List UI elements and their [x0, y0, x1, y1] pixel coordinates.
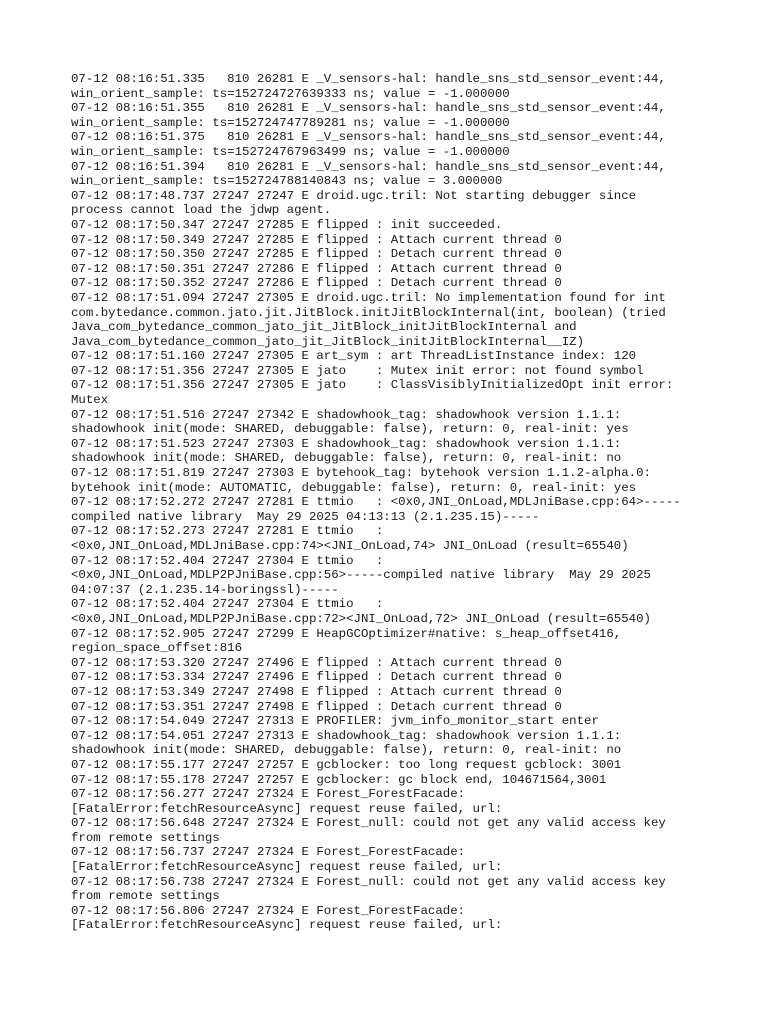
log-line: Java_com_bytedance_common_jato_jit_JitBlock_initJitBlockInternal__IZ) [71, 334, 585, 349]
log-line: 07-12 08:17:50.350 27247 27285 E flipped : Detach current thread 0 [71, 247, 562, 262]
log-line: 07-12 08:17:51.356 27247 27305 E jato : ClassVisiblyInitializedOpt init error: [71, 378, 674, 393]
log-line: 07-12 08:17:52.273 27247 27281 E ttmio : [71, 524, 384, 539]
log-line: 07-12 08:17:53.351 27247 27498 E flipped : Detach current thread 0 [71, 699, 562, 714]
log-line: <0x0,JNI_OnLoad,MDLJniBase.cpp:74><JNI_OnLoad,74> JNI_OnLoad (result=65540) [71, 539, 629, 553]
log-line: 07-12 08:17:51.516 27247 27342 E shadowhook_tag: shadowhook version 1.1.1: [71, 407, 622, 422]
log-line: [FatalError:fetchResourceAsync] request reuse failed, url: [71, 860, 503, 875]
log-line: 07-12 08:17:52.905 27247 27299 E HeapGCOptimizer#native: s_heap_offset416, [71, 626, 622, 641]
log-line: shadowhook init(mode: SHARED, debuggable: false), return: 0, real-init: yes [71, 422, 629, 437]
log-line: [FatalError:fetchResourceAsync] request reuse failed, url: [71, 801, 503, 816]
log-line: win_orient_sample: ts=152724727639333 ns; value = -1.000000 [71, 86, 510, 101]
log-line: from remote settings [71, 830, 220, 845]
log-line: 07-12 08:16:51.394 810 26281 E _V_sensors-hal: handle_sns_std_sensor_event:44, [71, 159, 666, 174]
log-line: Java_com_bytedance_common_jato_jit_JitBlock_initJitBlockInternal and [71, 320, 577, 335]
log-line: 07-12 08:17:51.094 27247 27305 E droid.ugc.tril: No implementation found for int [71, 290, 666, 305]
log-line: 07-12 08:17:51.819 27247 27303 E bytehook_tag: bytehook version 1.1.2-alpha.0: [71, 466, 651, 481]
log-line: 07-12 08:17:52.404 27247 27304 E ttmio : [71, 597, 384, 612]
log-line: 07-12 08:17:52.272 27247 27281 E ttmio : <0x0,JNI_OnLoad,MDLJniBase.cpp:64>----- [71, 495, 681, 510]
log-line: 07-12 08:17:54.049 27247 27313 E PROFILER: jvm_info_monitor_start enter [71, 714, 599, 729]
log-line: <0x0,JNI_OnLoad,MDLP2PJniBase.cpp:56>-----compiled native library May 29 2025 [71, 568, 651, 583]
log-line: 07-12 08:16:51.375 810 26281 E _V_sensors-hal: handle_sns_std_sensor_event:44, [71, 130, 666, 145]
log-line: 07-12 08:17:56.648 27247 27324 E Forest_null: could not get any valid access key [71, 816, 666, 831]
log-line: win_orient_sample: ts=152724767963499 ns; value = -1.000000 [71, 144, 510, 159]
log-line: 07-12 08:17:56.737 27247 27324 E Forest_ForestFacade: [71, 845, 466, 860]
log-line: region_space_offset:816 [71, 641, 243, 656]
log-line: compiled native library May 29 2025 04:13:13 (2.1.235.15)----- [71, 509, 540, 524]
log-line: 07-12 08:17:50.349 27247 27285 E flipped : Attach current thread 0 [71, 232, 562, 247]
log-line: 07-12 08:16:51.355 810 26281 E _V_sensors-hal: handle_sns_std_sensor_event:44, [71, 101, 666, 116]
log-line: Mutex [71, 393, 109, 408]
log-line: 07-12 08:17:54.051 27247 27313 E shadowhook_tag: shadowhook version 1.1.1: [71, 728, 622, 743]
log-line: 07-12 08:17:51.356 27247 27305 E jato : Mutex init error: not found symbol [71, 363, 644, 378]
log-line: 07-12 08:17:50.352 27247 27286 E flipped : Detach current thread 0 [71, 276, 562, 291]
log-line: 07-12 08:17:52.404 27247 27304 E ttmio : [71, 553, 384, 568]
log-line: 07-12 08:17:50.347 27247 27285 E flipped : init succeeded. [71, 217, 503, 232]
log-line: bytehook init(mode: AUTOMATIC, debuggable: false), return: 0, real-init: yes [71, 480, 637, 495]
log-line: process cannot load the jdwp agent. [71, 203, 332, 218]
log-line: 07-12 08:17:50.351 27247 27286 E flipped : Attach current thread 0 [71, 261, 562, 276]
log-line: 07-12 08:17:53.320 27247 27496 E flipped : Attach current thread 0 [71, 655, 562, 670]
log-line: <0x0,JNI_OnLoad,MDLP2PJniBase.cpp:72><JNI_OnLoad,72> JNI_OnLoad (result=65540) [71, 611, 651, 626]
log-line: from remote settings [71, 889, 220, 904]
log-line: 07-12 08:17:53.349 27247 27498 E flipped : Attach current thread 0 [71, 684, 562, 699]
log-line: 07-12 08:17:56.806 27247 27324 E Forest_ForestFacade: [71, 903, 466, 918]
log-line: 07-12 08:17:48.737 27247 27247 E droid.ugc.tril: Not starting debugger since [71, 188, 637, 203]
log-line: win_orient_sample: ts=152724788140843 ns; value = 3.000000 [71, 174, 503, 189]
log-line: shadowhook init(mode: SHARED, debuggable: false), return: 0, real-init: no [71, 451, 622, 466]
log-line: 07-12 08:17:51.160 27247 27305 E art_sym : art ThreadListInstance index: 120 [71, 349, 637, 364]
log-line: com.bytedance.common.jato.jit.JitBlock.initJitBlockInternal(int, boolean) (tried [71, 305, 666, 320]
log-line: 07-12 08:16:51.335 810 26281 E _V_sensors-hal: handle_sns_std_sensor_event:44, [71, 72, 666, 86]
log-line: 07-12 08:17:55.177 27247 27257 E gcblocker: too long request gcblock: 3001 [71, 757, 622, 772]
log-line: 07-12 08:17:55.178 27247 27257 E gcblocker: gc block end, 104671564,3001 [71, 772, 607, 787]
log-line: 07-12 08:17:51.523 27247 27303 E shadowhook_tag: shadowhook version 1.1.1: [71, 436, 622, 451]
log-line: win_orient_sample: ts=152724747789281 ns; value = -1.000000 [71, 115, 510, 130]
log-line: 07-12 08:17:56.738 27247 27324 E Forest_null: could not get any valid access key [71, 874, 666, 889]
log-line: [FatalError:fetchResourceAsync] request reuse failed, url: [71, 918, 503, 933]
log-line: 07-12 08:17:53.334 27247 27496 E flipped : Detach current thread 0 [71, 670, 562, 685]
log-line: 07-12 08:17:56.277 27247 27324 E Forest_ForestFacade: [71, 787, 466, 802]
log-text-block [71, 72, 711, 933]
log-line: 04:07:37 (2.1.235.14-boringssl)----- [71, 582, 339, 597]
log-line: shadowhook init(mode: SHARED, debuggable: false), return: 0, real-init: no [71, 743, 622, 758]
